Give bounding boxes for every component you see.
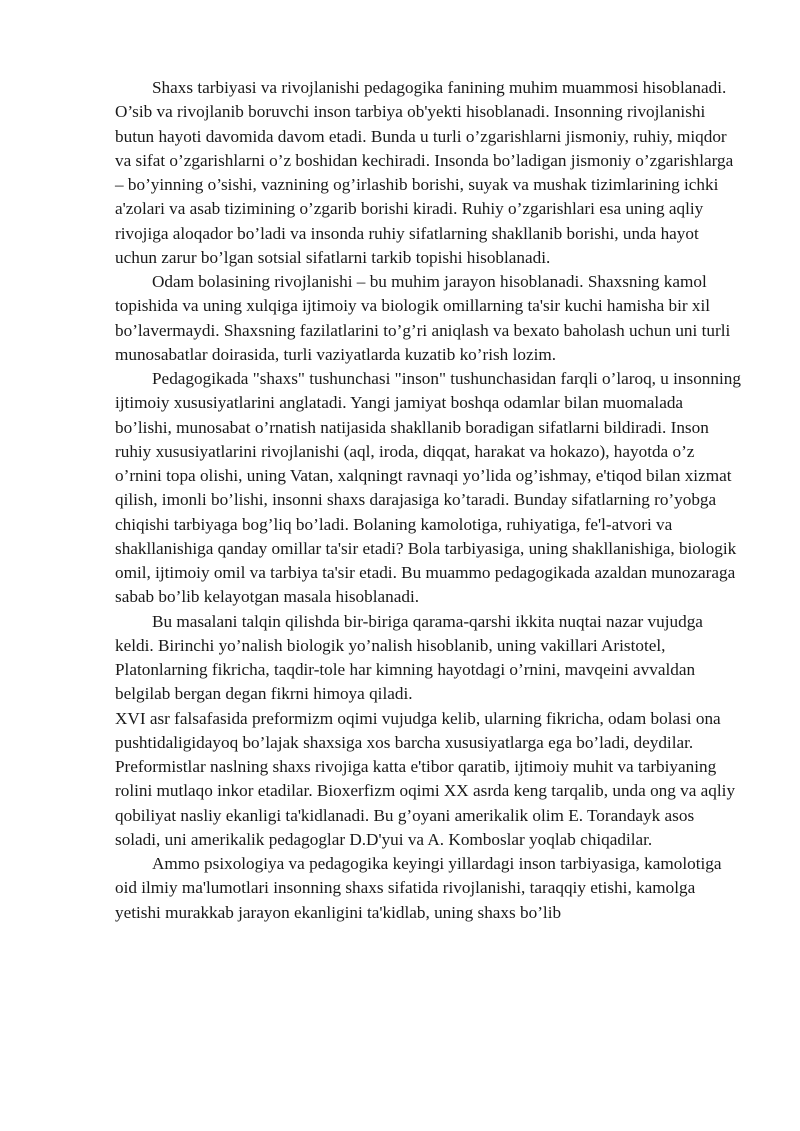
paragraph-4: Bu masalani talqin qilishda bir-biriga qarama-qarshi ikkita nuqtai nazar vujudga keldi. Birinchi yo’nalish biologik yo’nalish hisoblanib, uning vakillari Aristotel, Platonlarning fikricha, taqdir-tole har kimning hayotdagi o’rnini, mavqeini avvaldan belgilab bergan degan fikrni himoya qiladi. (115, 611, 703, 704)
paragraph-1: Shaxs tarbiyasi va rivojlanishi pedagogika fanining muhim muammosi hisoblanadi. O’sib va rivojlanib boruvchi inson tarbiya ob'yekti hisoblanadi. Insonning rivojlanishi butun hayoti davomida davom etadi. Bunda u turli o’zgarishlarni jismoniy, ruhiy, miqdor va sifat o’zgarishlarni o’z boshidan kechiradi. Insonda bo’ladigan jismoniy o’zgarishlarga – bo’yinning o’sishi, vaznining og’irlashib borishi, suyak va mushak tizimlarining ichki a'zolari va asab tizimining o’zgarib borishi kiradi. Ruhiy o’zgarishlari esa uning aqliy rivojiga aloqador bo’ladi va insonda ruhiy sifatlarning shakllanib borishi, unda hayot uchun zarur bo’lgan sotsial sifatlarni tarkib topishi hisoblanadi. (115, 78, 734, 267)
document-page (115, 76, 742, 925)
paragraph-5: XVI asr falsafasida preformizm oqimi vujudga kelib, ularning fikricha, odam bolasi ona pushtidaligidayoq bo’lajak shaxsiga xos barcha xususiyatlarga ega bo’ladi, deydilar. Preformistlar naslning shaxs rivojiga katta e'tibor qaratib, ijtimoiy muhit va tarbiyaning rolini mutlaqo inkor etadilar. Bioxerfizm oqimi XX asrda keng tarqalib, unda ong va aqliy qobiliyat nasliy ekanligi ta'kidlanadi. Bu g’oyani amerikalik olim E. Torandayk asos soladi, uni amerikalik pedagoglar D.D'yui va A. Komboslar yoqlab chiqadilar. (115, 708, 736, 849)
paragraph-3: Pedagogikada "shaxs" tushunchasi "inson" tushunchasidan farqli o’laroq, u insonning ijtimoiy xususiyatlarini anglatadi. Yangi jamiyat boshqa odamlar bilan muomalada bo’lishi, munosabat o’rnatish natijasida shakllanib boradigan sifatlarni bildiradi. Inson ruhiy xususiyatlarini rivojlanishi (aql, iroda, diqqat, harakat va hokazo), hayotda o’z o’rnini topa olishi, uning Vatan, xalqningt ravnaqi yo’lida og’ishmay, e'tiqod bilan xizmat qilish, imonli bo’lishi, insonni shaxs darajasiga ko’taradi. Bunday sifatlarning ro’yobga chiqishi tarbiyaga bog’liq bo’ladi. Bolaning kamolotiga, ruhiyatiga, fe'l-atvori va shakllanishiga qanday omillar ta'sir etadi? Bola tarbiyasiga, uning shakllanishiga, biologik omil, ijtimoiy omil va tarbiya ta'sir etadi. Bu muammo pedagogikada azaldan munozaraga sabab bo’lib kelayotgan masala hisoblanadi. (115, 369, 741, 607)
paragraph-2: Odam bolasining rivojlanishi – bu muhim jarayon hisoblanadi. Shaxsning kamol topishida va uning xulqiga ijtimoiy va biologik omillarning ta'sir kuchi hamisha bir xil bo’lavermaydi. Shaxsning fazilatlarini to’g’ri aniqlash va bexato baholash uchun uni turli munosabatlar doirasida, turli vaziyatlarda kuzatib ko’rish lozim. (115, 272, 731, 364)
paragraph-6: Ammo psixologiya va pedagogika keyingi yillardagi inson tarbiyasiga, kamolotiga oid ilmiy ma'lumotlari insonning shaxs sifatida rivojlanishi, taraqqiy etishi, kamolga yetishi murakkab jarayon ekanligini ta'kidlab, uning shaxs bo’lib (115, 854, 722, 922)
